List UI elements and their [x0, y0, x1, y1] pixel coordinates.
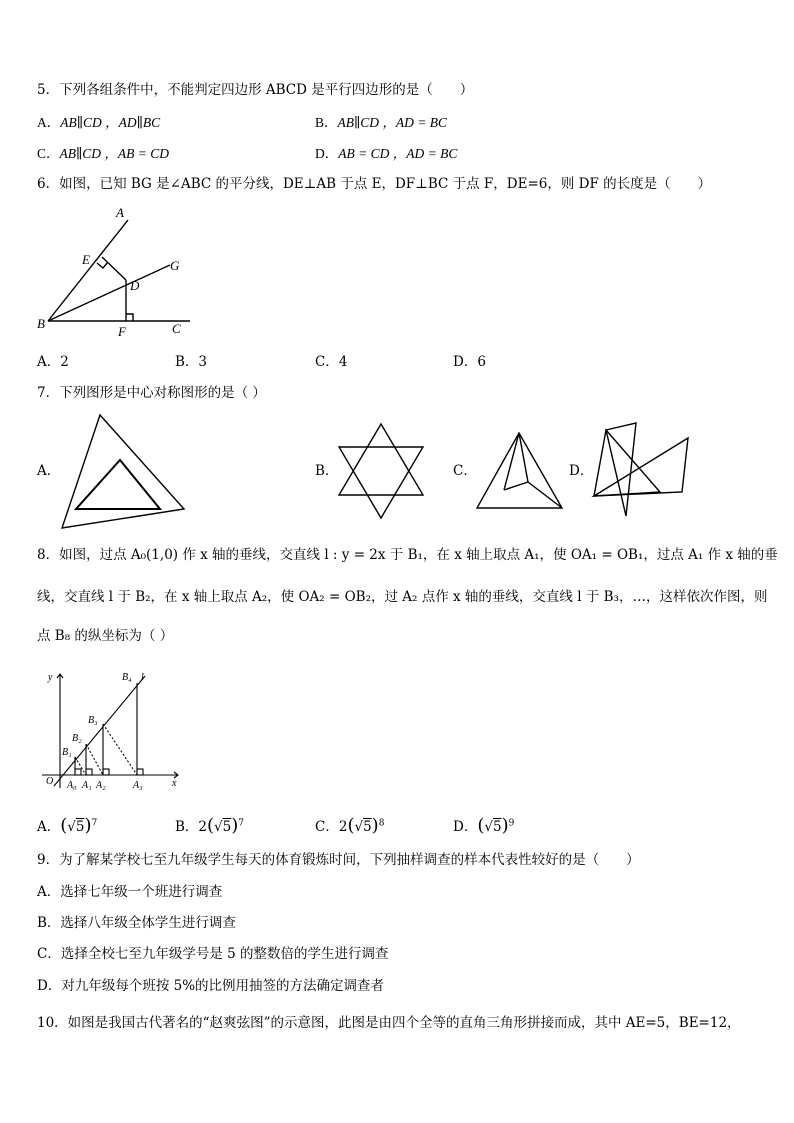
up-triangle	[339, 424, 423, 495]
q8-stem-line2: 线，交直线 l 于 B₂，在 x 轴上取点 A₂，使 OA₂ = OB₂，过 A₂ 点作 x 轴的垂线，交直线 l 于 B₃，…，这样依次作图，则	[37, 589, 768, 605]
q7-option-c-figure	[474, 430, 566, 512]
label-a: A	[116, 205, 124, 220]
triangle-1	[606, 423, 636, 516]
q7-option-b-letter: B．	[315, 463, 339, 479]
q6-option-d: D．6	[453, 354, 486, 370]
q7-option-c-letter: C．	[453, 463, 477, 479]
q6-option-b: B．3	[175, 354, 208, 370]
q7-option-d-figure	[590, 420, 692, 520]
q7-option-a-letter: A．	[37, 463, 61, 479]
label-b4: B₄	[122, 672, 132, 683]
q6-angle-bisector-figure	[30, 200, 200, 345]
q9-option-a: A．选择七年级一个班进行调查	[37, 884, 223, 900]
label-d: D	[130, 278, 140, 293]
ray-bg	[48, 265, 170, 321]
q5-option-c: C．AB∥CD ，AB = CD	[37, 146, 169, 161]
label-a0: A₀	[67, 780, 77, 791]
q8-stem-line1: 8．如图，过点 A₀(1,0) 作 x 轴的垂线，交直线 l : y = 2x 于 B₁，在 x 轴上取点 A₁，使 OA₁ = OB₁，过点 A₁ 作 x 轴的垂	[37, 547, 778, 563]
q10-stem: 10．如图是我国古代著名的“赵爽弦图”的示意图，此图是由四个全等的直角三角形拼接而成，其中 AE=5，BE=12，	[37, 1015, 741, 1031]
q9-stem: 9．为了解某学校七至九年级学生每天的体育锻炼时间，下列抽样调查的样本代表性较好的是（ ）	[37, 852, 640, 868]
label-a2: A₂	[96, 780, 106, 791]
label-e: E	[82, 252, 90, 267]
outer-triangle	[477, 433, 562, 508]
label-a3: A₃	[133, 780, 143, 791]
label-b3: B₃	[88, 715, 98, 726]
q5-option-d: D．AB = CD ，AD = BC	[315, 146, 458, 161]
q8-stem-line3: 点 B₈ 的纵坐标为（ ）	[37, 628, 174, 644]
label-l: l	[141, 672, 144, 683]
q6-stem: 6．如图，已知 BG 是∠ABC 的平分线，DE⊥AB 于点 E，DF⊥BC 于点 F，DE=6，则 DF 的长度是（ ）	[37, 176, 712, 192]
label-a1: A₁	[82, 780, 92, 791]
q8-option-a: A．$(√5)^7$	[37, 815, 98, 836]
q7-stem: 7．下列图形是中心对称图形的是（ ）	[37, 385, 266, 401]
label-b2: B₂	[72, 733, 82, 744]
label-g: G	[170, 258, 180, 273]
label-b1: B₁	[62, 747, 72, 758]
inner-fold-2	[504, 482, 528, 490]
label-o: O	[46, 776, 54, 787]
q7-option-b-figure	[336, 422, 426, 522]
inner-fold-3	[504, 433, 519, 490]
right-angle-a0	[75, 769, 81, 775]
right-angle-a2	[103, 769, 109, 775]
q5-option-b: B．AB∥CD ，AD = BC	[315, 115, 447, 130]
arc-b2-a2	[86, 744, 103, 775]
q9-option-d: D．对九年级每个班按 5%的比例用抽签的方法确定调查者	[37, 978, 385, 994]
label-x: x	[172, 778, 177, 789]
right-angle-mark-f	[126, 314, 133, 321]
arc-b3-a3	[103, 724, 137, 775]
right-angle-a1	[86, 769, 92, 775]
triangle-3	[594, 430, 660, 496]
label-b: B	[37, 316, 45, 331]
q5-stem: 5．下列各组条件中，不能判定四边形 ABCD 是平行四边形的是（ ）	[37, 82, 474, 98]
q9-option-b: B．选择八年级全体学生进行调查	[37, 915, 236, 931]
q6-option-c: C．4	[315, 354, 348, 370]
right-angle-mark-e	[97, 262, 108, 268]
right-angle-a3	[137, 769, 143, 775]
down-triangle	[339, 447, 423, 518]
label-c: C	[172, 321, 181, 336]
segment-de	[102, 257, 126, 280]
q8-option-c: C．$2(√5)^8$	[315, 815, 385, 836]
label-y: y	[48, 672, 53, 683]
q9-option-c: C．选择全校七至九年级学号是 5 的整数倍的学生进行调查	[37, 946, 389, 962]
q7-option-a-figure	[60, 413, 188, 531]
q6-option-a: A．2	[37, 354, 69, 370]
q7-option-d-letter: D．	[569, 463, 594, 479]
q8-option-d: D．$(√5)^9$	[453, 815, 515, 836]
label-f: F	[118, 324, 126, 339]
q8-coordinate-figure	[40, 668, 185, 793]
triangle-2	[594, 438, 688, 496]
q5-option-a: A．AB∥CD ，AD∥BC	[37, 115, 161, 130]
q8-option-b: B．$2(√5)^7$	[175, 815, 245, 836]
outer-triangle	[62, 415, 184, 528]
